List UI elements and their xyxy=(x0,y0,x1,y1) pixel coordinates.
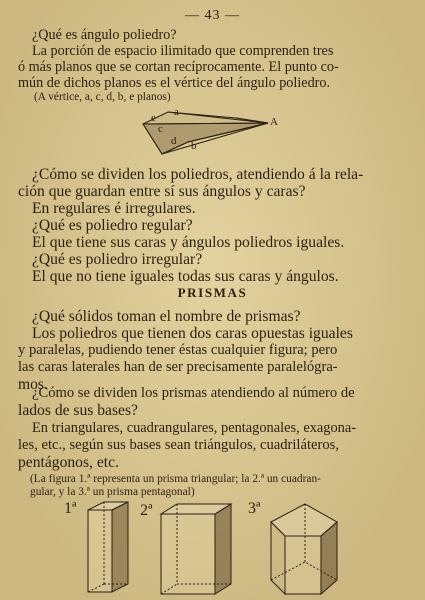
answer-line-1: La porción de espacio ilimitado que comprenden tres xyxy=(32,43,334,59)
figure-note: (A vértice, a, c, d, b, e planos) xyxy=(34,91,171,103)
answer-prismas-line-3: las caras laterales han de ser precisamente paralelógra- xyxy=(18,359,338,375)
answer-line-3: mún de dichos planos es el vértice del ángulo poliedro. xyxy=(18,75,331,91)
section-title-prismas: PRISMAS xyxy=(177,285,248,300)
figure1-label-b: b xyxy=(191,140,197,152)
page-number: — 43 — xyxy=(185,8,240,23)
answer-prismas-line-4: mos. xyxy=(18,376,48,393)
question-division-prismas: ¿Cómo se dividen los prismas atendiendo al número de xyxy=(32,385,355,401)
answer-division-prismas-3: pentágonos, etc. xyxy=(18,454,119,471)
answer-poliedro-regular: El que tiene sus caras y ángulos poliedros iguales. xyxy=(32,234,345,251)
answer-regulares-text: En regulares é irregulares. xyxy=(32,200,196,217)
answer-line-2: ó más planos que se cortan recíprocamente. El punto co- xyxy=(18,59,339,75)
prisms-note-line-1: (La figura 1.ª representa un prisma triangular; la 2.ª un cuadran- xyxy=(30,473,321,485)
question-poliedro-irregular: ¿Qué es poliedro irregular? xyxy=(32,251,203,268)
pentagonal-prism-figure xyxy=(265,498,355,598)
question-division-poliedros: ¿Cómo se dividen los poliedros, atendiendo á la rela- xyxy=(32,166,364,183)
answer-prismas-line-1: Los poliedros que tienen dos caras opuestas iguales xyxy=(32,325,353,342)
figure-label-3: 3ª xyxy=(248,500,261,517)
answer-regulares xyxy=(18,200,407,218)
figure1-label-a: a xyxy=(174,106,179,118)
figure1-label-A: A xyxy=(270,116,278,128)
question-division-prismas-cont: lados de sus bases? xyxy=(18,402,138,419)
question-poliedro-regular: ¿Qué es poliedro regular? xyxy=(32,217,193,234)
answer-prismas-line-2: y paralelas, pudiendo tener éstas cualquier figura; pero xyxy=(18,342,338,358)
figure-label-2: 2ª xyxy=(140,502,153,519)
figure1-label-d: d xyxy=(171,135,177,147)
quadrangular-prism-figure xyxy=(155,498,240,598)
answer-division-prismas-1: En triangulares, cuadrangulares, pentagonales, exagona- xyxy=(32,420,357,436)
question-division-poliedros-cont: ción que guardan entre sí sus ángulos y caras? xyxy=(18,183,306,200)
answer-division-prismas-2: les, etc., según sus bases sean triángulos, cuadriláteros, xyxy=(18,437,339,453)
figure1-label-e: e xyxy=(151,112,156,124)
triangular-prism-figure xyxy=(82,498,142,598)
figure-label-1: 1ª xyxy=(64,500,77,517)
question-prismas: ¿Qué sólidos toman el nombre de prismas? xyxy=(32,308,301,325)
prisms-note-line-2: gular, y la 3.ª un prisma pentagonal) xyxy=(30,486,195,498)
figure1-label-c: c xyxy=(158,123,163,135)
answer-poliedro-irregular: El que no tiene iguales todas sus caras y ángulos. xyxy=(32,268,339,285)
question-angulo-poliedro: ¿Qué es ángulo poliedro? xyxy=(32,27,177,43)
